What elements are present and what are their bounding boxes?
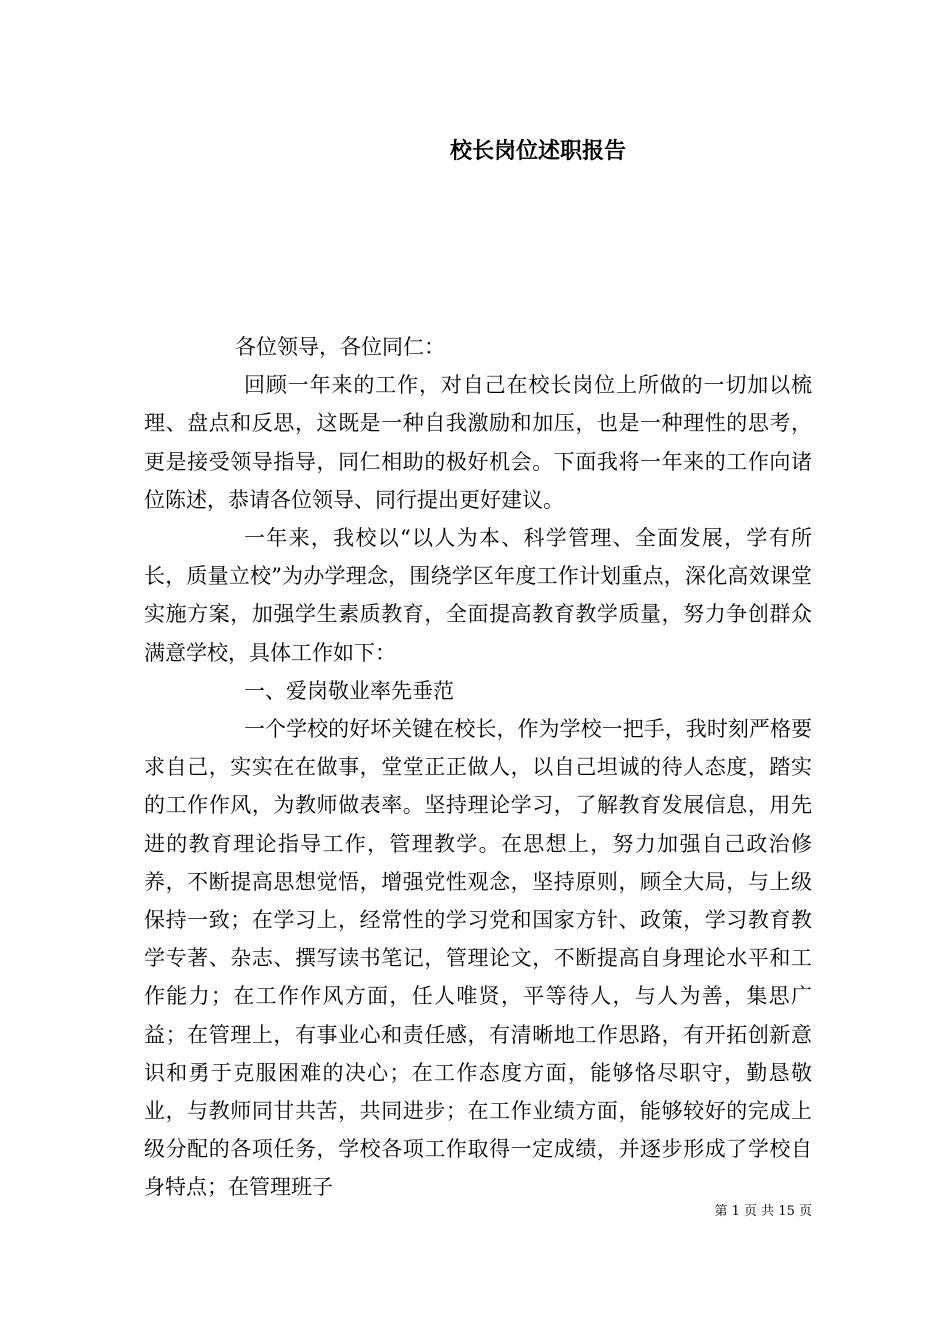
salutation: 各位领导，各位同仁： xyxy=(235,335,445,359)
section-heading: 一、爱岗敬业率先垂范 xyxy=(244,678,454,703)
document-body xyxy=(144,328,812,1207)
page-title: 校长岗位述职报告 xyxy=(449,138,626,164)
paragraph-overview: 一年来，我校以“以人为本、科学管理、全面发展，学有所长，质量立校”为办学理念，围绕学区年度工作计划重点，深化高效课堂实施方案，加强学生素质教育，全面提高教育教学质量，努力争创群众满意学校，具体工作如下： xyxy=(144,526,812,665)
page-number: 第 1 页 共 15 页 xyxy=(714,1204,812,1219)
paragraph-section-one: 一个学校的好坏关键在校长，作为学校一把手，我时刻严格要求自己，实实在在做事，堂堂正正做人，以自己坦诚的待人态度，踏实的工作作风，为教师做表率。坚持理论学习，了解教育发展信息，用先进的教育理论指导工作，管理教学。在思想上，努力加强自己政治修养，不断提高思想觉悟，增强党性观念，坚持原则，顾全大局，与上级保持一致；在学习上，经常性的学习党和国家方针、政策，学习教育教学专著、杂志、撰写读书笔记，管理论文，不断提高自身理论水平和工作能力；在工作作风方面，任人唯贤，平等待人，与人为善，集思广益；在管理上，有事业心和责任感，有清晰地工作思路，有开拓创新意识和勇于克服困难的决心；在工作态度方面，能够恪尽职守，勤恳敬业，与教师同甘共苦，共同进步；在工作业绩方面，能够较好的完成上级分配的各项任务，学校各项工作取得一定成绩，并逐步形成了学校自身特点；在管理班子 xyxy=(144,717,812,1200)
paragraph-review: 回顾一年来的工作，对自己在校长岗位上所做的一切加以梳理、盘点和反思，这既是一种自我激励和加压，也是一种理性的思考，更是接受领导指导，同仁相助的极好机会。下面我将一年来的工作向诸位陈述，恭请各位领导、同行提出更好建议。 xyxy=(144,373,812,512)
